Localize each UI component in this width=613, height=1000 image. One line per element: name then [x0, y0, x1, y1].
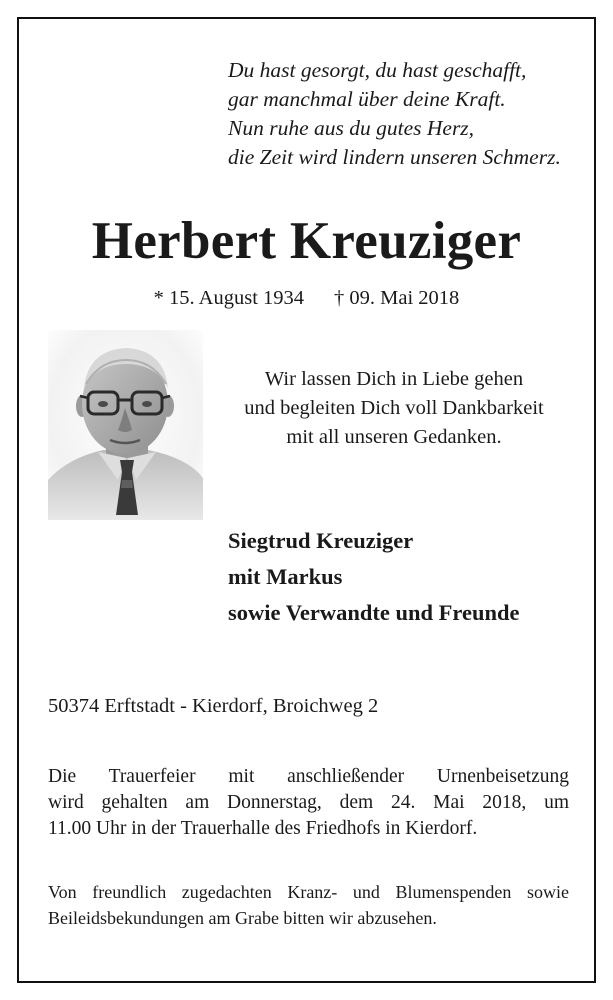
flowers-request — [48, 879, 569, 931]
farewell-line: Wir lassen Dich in Liebe gehen — [264, 368, 524, 390]
mourners-list — [228, 523, 520, 631]
funeral-info — [48, 764, 569, 842]
birth-date: * 15. August 1934 — [153, 287, 305, 309]
portrait-photo — [48, 330, 203, 520]
poem-line: Du hast gesorgt, du hast geschafft, — [228, 58, 527, 82]
mourner-line: Siegtrud Kreuziger — [228, 528, 414, 553]
farewell-verse — [214, 365, 574, 452]
memorial-poem — [228, 56, 561, 172]
life-dates — [0, 285, 613, 311]
flowers-line: Von freundlich zugedachten Kranz- und Blumenspenden sowie — [48, 882, 569, 902]
mourner-line: mit Markus — [228, 564, 343, 589]
funeral-line: wird gehalten am Donnerstag, dem 24. Mai 2018, um — [48, 792, 569, 813]
family-address: 50374 Erftstadt - Kierdorf, Broichweg 2 — [48, 695, 379, 717]
flowers-line: Beileidsbekundungen am Grabe bitten wir abzusehen. — [48, 908, 437, 928]
deceased-name: Herbert Kreuziger — [91, 212, 522, 270]
poem-line: gar manchmal über deine Kraft. — [228, 87, 506, 111]
mourner-line: sowie Verwandte und Freunde — [228, 600, 520, 625]
funeral-line: Die Trauerfeier mit anschließender Urnenbeisetzung — [48, 766, 569, 787]
death-date: † 09. Mai 2018 — [334, 287, 460, 309]
poem-line: die Zeit wird lindern unseren Schmerz. — [228, 145, 561, 169]
funeral-line: 11.00 Uhr in der Trauerhalle des Friedhofs in Kierdorf. — [48, 818, 478, 839]
farewell-line: und begleiten Dich voll Dankbarkeit — [244, 397, 544, 419]
poem-line: Nun ruhe aus du gutes Herz, — [228, 116, 475, 140]
farewell-line: mit all unseren Gedanken. — [286, 426, 502, 448]
